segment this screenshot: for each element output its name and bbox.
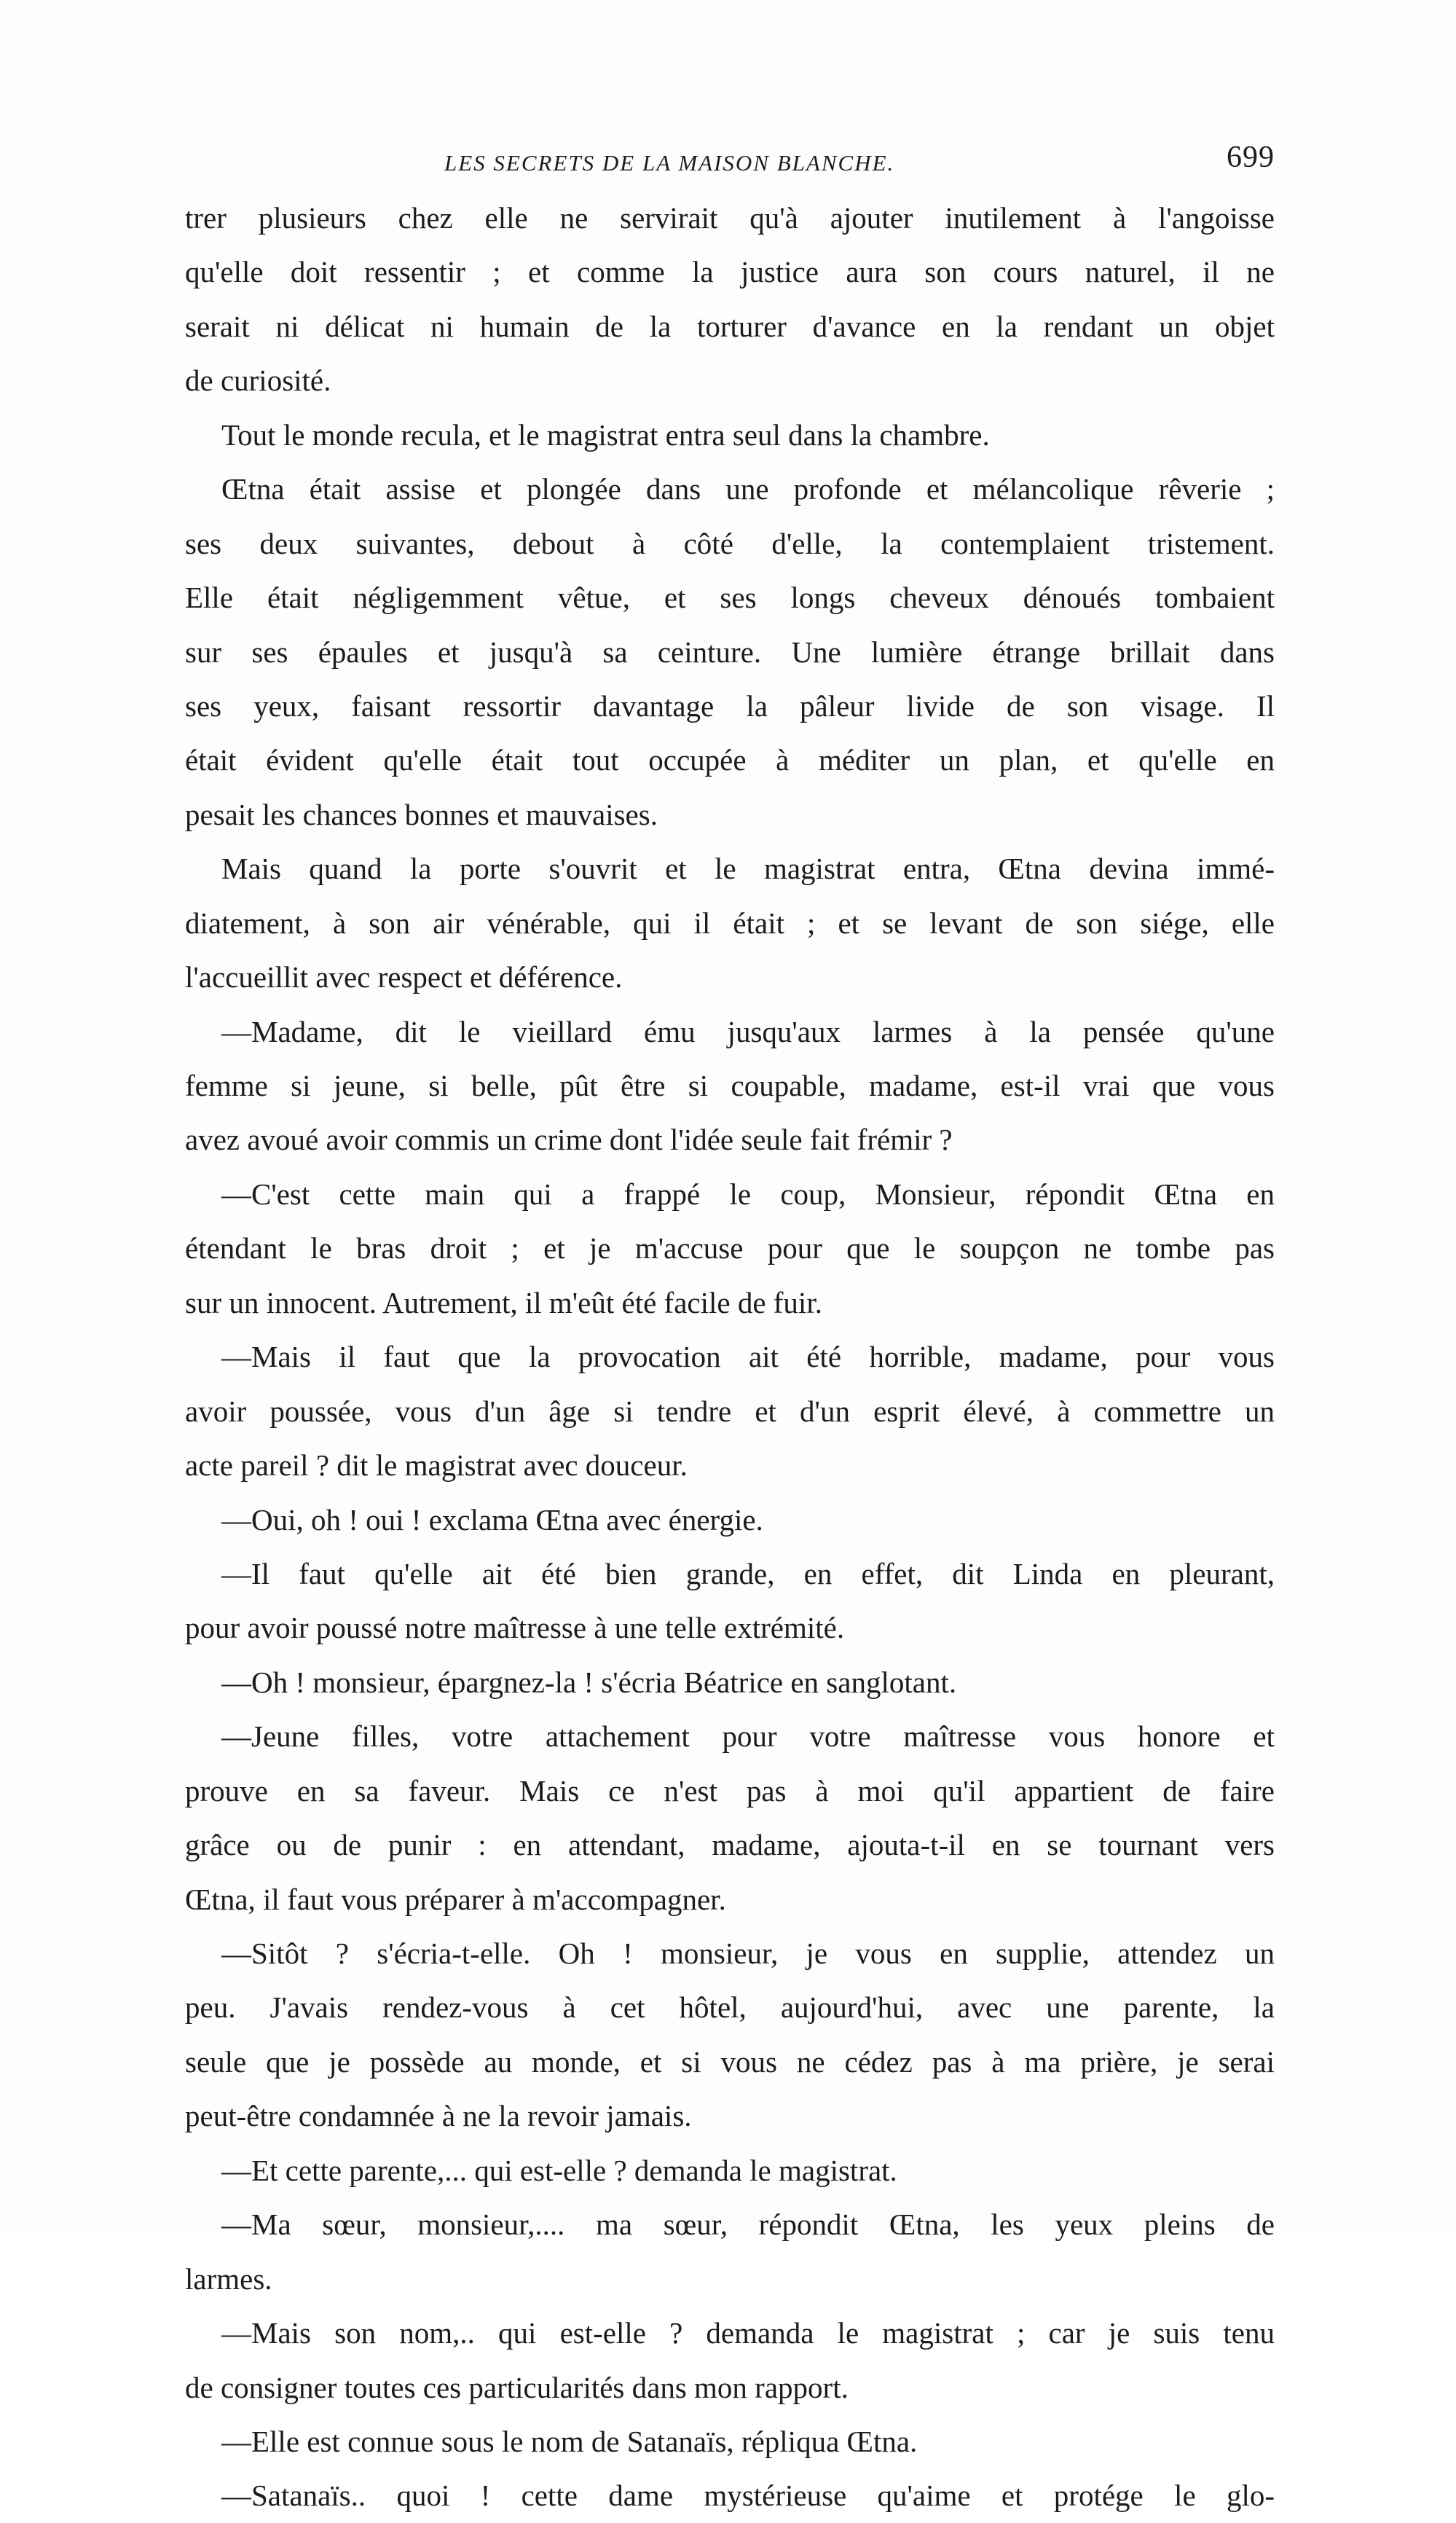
text-line: peu. J'avais rendez-vous à cet hôtel, aujourd'hui, avec une parente, la <box>185 1990 1275 2025</box>
running-title: LES SECRETS DE LA MAISON BLANCHE. <box>444 150 895 176</box>
text-line: sur ses épaules et jusqu'à sa ceinture. Une lumière étrange brillait dans <box>185 635 1275 669</box>
text-line: avoir poussée, vous d'un âge si tendre et d'un esprit élevé, à commettre un <box>185 1394 1275 1428</box>
text-line: Œtna était assise et plongée dans une profonde et mélancolique rêverie ; <box>221 472 1275 506</box>
text-line: —C'est cette main qui a frappé le coup, Monsieur, répondit Œtna en <box>221 1177 1275 1211</box>
text-line: —Madame, dit le vieillard ému jusqu'aux larmes à la pensée qu'une <box>221 1014 1275 1048</box>
text-line: —Mais il faut que la provocation ait été horrible, madame, pour vous <box>221 1340 1275 1374</box>
text-line: —Mais son nom,.. qui est-elle ? demanda le magistrat ; car je suis tenu <box>221 2316 1275 2350</box>
text-line: Tout le monde recula, et le magistrat entra seul dans la chambre. <box>221 417 990 452</box>
text-line: diatement, à son air vénérable, qui il était ; et se levant de son siége, elle <box>185 906 1275 940</box>
text-line: —Oui, oh ! oui ! exclama Œtna avec énergie. <box>221 1502 763 1537</box>
text-line: prouve en sa faveur. Mais ce n'est pas à moi qu'il appartient de faire <box>185 1773 1275 1808</box>
text-line: larmes. <box>185 2261 272 2296</box>
text-line: de consigner toutes ces particularités dans mon rapport. <box>185 2370 849 2404</box>
text-line: trer plusieurs chez elle ne servirait qu'à ajouter inutilement à l'angoisse <box>185 201 1275 235</box>
text-line: qu'elle doit ressentir ; et comme la justice aura son cours naturel, il ne <box>185 255 1275 289</box>
text-line: Œtna, il faut vous préparer à m'accompagner. <box>185 1882 726 1916</box>
text-line: l'accueillit avec respect et déférence. <box>185 960 623 994</box>
running-header <box>182 140 1275 184</box>
text-line: peut-être condamnée à ne la revoir jamais. <box>185 2099 692 2133</box>
text-line: —Elle est connue sous le nom de Satanaïs, répliqua Œtna. <box>221 2424 918 2458</box>
text-line: pour avoir poussé notre maîtresse à une telle extrémité. <box>185 1611 845 1645</box>
text-line: ses deux suivantes, debout à côté d'elle, la contemplaient tristement. <box>185 526 1275 560</box>
text-line: —Satanaïs.. quoi ! cette dame mystérieuse qu'aime et protége le glo- <box>221 2479 1275 2513</box>
text-line: —Et cette parente,... qui est-elle ? demanda le magistrat. <box>221 2153 897 2187</box>
text-line: —Oh ! monsieur, épargnez-la ! s'écria Béatrice en sanglotant. <box>221 1665 957 1699</box>
text-line: de curiosité. <box>185 364 331 398</box>
text-line: femme si jeune, si belle, pût être si coupable, madame, est-il vrai que vous <box>185 1069 1275 1102</box>
text-line: —Jeune filles, votre attachement pour votre maîtresse vous honore et <box>221 1719 1275 1754</box>
text-line: seule que je possède au monde, et si vous ne cédez pas à ma prière, je serai <box>185 2044 1275 2079</box>
text-line: —Il faut qu'elle ait été bien grande, en effet, dit Linda en pleurant, <box>221 1556 1275 1590</box>
text-line: ses yeux, faisant ressortir davantage la pâleur livide de son visage. Il <box>185 688 1275 723</box>
text-line: —Ma sœur, monsieur,.... ma sœur, répondit Œtna, les yeux pleins de <box>221 2208 1275 2242</box>
text-line: Elle était négligemment vêtue, et ses longs cheveux dénoués tombaient <box>185 581 1275 615</box>
page-number: 699 <box>1227 141 1275 174</box>
text-line: acte pareil ? dit le magistrat avec douceur. <box>185 1448 688 1483</box>
text-line: avez avoué avoir commis un crime dont l'idée seule fait frémir ? <box>185 1123 953 1157</box>
text-line: grâce ou de punir : en attendant, madame, ajouta-t-il en se tournant vers <box>185 1828 1275 1862</box>
text-line: —Sitôt ? s'écria-t-elle. Oh ! monsieur, je vous en supplie, attendez un <box>221 1937 1275 1970</box>
text-line: sur un innocent. Autrement, il m'eût été facile de fuir. <box>185 1285 822 1319</box>
text-line: était évident qu'elle était tout occupée à méditer un plan, et qu'elle en <box>185 743 1275 777</box>
text-line: étendant le bras droit ; et je m'accuse pour que le soupçon ne tombe pas <box>185 1231 1275 1266</box>
text-line: Mais quand la porte s'ouvrit et le magistrat entra, Œtna devina immé- <box>221 852 1275 886</box>
text-line: serait ni délicat ni humain de la torturer d'avance en la rendant un objet <box>185 309 1275 343</box>
body-text <box>185 191 1275 2523</box>
text-line: pesait les chances bonnes et mauvaises. <box>185 797 658 831</box>
